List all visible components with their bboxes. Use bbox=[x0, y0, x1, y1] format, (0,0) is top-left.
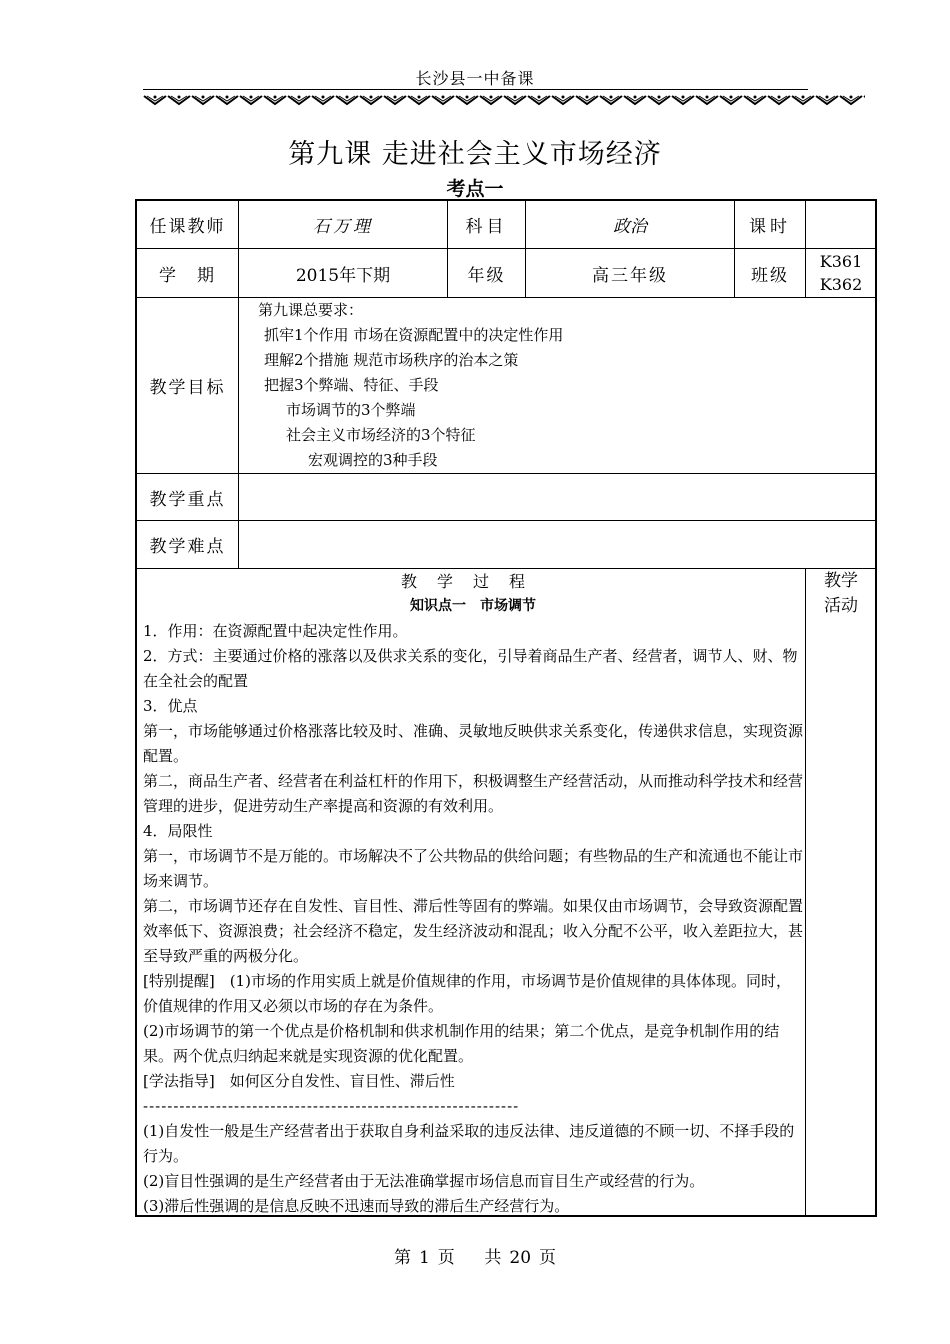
class-label: 班级 bbox=[751, 265, 789, 286]
footer-total-unit: 页 bbox=[539, 1248, 557, 1268]
header-rule bbox=[143, 89, 808, 90]
term-value: 2015年下期 bbox=[295, 265, 391, 286]
focus-label: 教学重点 bbox=[149, 489, 226, 510]
table-row-divider bbox=[136, 473, 877, 474]
hours-value bbox=[806, 200, 876, 248]
footer-total-prefix: 共 bbox=[484, 1248, 502, 1268]
activity-column-label bbox=[809, 569, 873, 619]
teaching-process bbox=[143, 569, 803, 1219]
dashed-separator: -------------------------------------------------------------- bbox=[143, 1097, 520, 1115]
difficulty-label: 教学难点 bbox=[149, 537, 226, 557]
table-row-divider bbox=[136, 520, 877, 521]
process-paragraph: (3)滞后性强调的是信息反映不迅速而导致的滞后生产经营行为。 bbox=[143, 1197, 570, 1215]
term-label: 学 期 bbox=[159, 265, 216, 286]
class-value-k362: K362 bbox=[819, 275, 863, 294]
goals-content bbox=[250, 298, 563, 473]
footer-page-number: 1 bbox=[418, 1248, 430, 1268]
hours-label: 课时 bbox=[749, 216, 791, 237]
process-paragraph: 第二，市场调节还存在自发性、盲目性、滞后性等固有的弊端。如果仅由市场调节，会导致资源配置效率低下、资源浪费；社会经济不稳定，发生经济波动和混乱；收入分配不公平，收入差距拉大，甚至导致严重的两极分化。 bbox=[143, 897, 804, 965]
process-heading: 教学过程 bbox=[400, 572, 545, 591]
document-title: 第九课 走进社会主义市场经济 bbox=[288, 139, 662, 170]
knowledge-point-title: 知识点一 市场调节 bbox=[410, 598, 536, 614]
goals-line: 市场调节的3个弊端 bbox=[286, 401, 416, 419]
goals-line: 第九课总要求： bbox=[258, 301, 364, 319]
goals-line: 理解2个措施 规范市场秩序的治本之策 bbox=[264, 351, 519, 369]
process-paragraph: 第一，市场能够通过价格涨落比较及时、准确、灵敏地反映供求关系变化，传递供求信息，实现资源配置。 bbox=[143, 722, 804, 765]
teacher-label: 任课教师 bbox=[149, 216, 226, 237]
goals-line: 抓牢1个作用 市场在资源配置中的决定性作用 bbox=[264, 326, 564, 344]
process-paragraph: (2)盲目性强调的是生产经营者由于无法准确掌握市场信息而盲目生产或经营的行为。 bbox=[143, 1172, 705, 1190]
footer-total-pages: 20 bbox=[509, 1248, 532, 1268]
process-paragraph: 3．优点 bbox=[143, 697, 198, 715]
header-ornament-border bbox=[143, 94, 865, 106]
grade-label: 年级 bbox=[467, 265, 506, 286]
process-paragraph: 第一，市场调节不是万能的。市场解决不了公共物品的供给问题；有些物品的生产和流通也不能让市场来调节。 bbox=[143, 847, 804, 890]
subject-label: 科目 bbox=[465, 216, 508, 237]
goals-line: 把握3个弊端、特征、手段 bbox=[264, 376, 439, 394]
process-paragraph: 1．作用：在资源配置中起决定性作用。 bbox=[143, 622, 408, 640]
process-paragraph: 4．局限性 bbox=[143, 822, 213, 840]
process-paragraph: [学法指导] 如何区分自发性、盲目性、滞后性 bbox=[143, 1072, 455, 1090]
class-value-k361: K361 bbox=[819, 252, 863, 271]
teacher-value: 石万理 bbox=[313, 216, 373, 237]
goals-line: 宏观调控的3种手段 bbox=[308, 451, 438, 469]
footer-prefix: 第 bbox=[393, 1248, 411, 1268]
page-footer bbox=[0, 1243, 950, 1268]
activity-label-line: 教学 bbox=[824, 571, 858, 591]
table-column-divider bbox=[805, 568, 806, 1216]
process-paragraph: (1)自发性一般是生产经营者出于获取自身利益采取的违反法律、违反道德的不顾一切、不择手段的行为。 bbox=[143, 1122, 795, 1165]
process-paragraph: (2)市场调节的第一个优点是价格机制和供求机制作用的结果；第二个优点，是竞争机制作用的结果。两个优点归纳起来就是实现资源的优化配置。 bbox=[143, 1022, 780, 1065]
process-paragraph: 第二，商品生产者、经营者在利益杠杆的作用下，积极调整生产经营活动，从而推动科学技术和经营管理的进步，促进劳动生产率提高和资源的有效利用。 bbox=[143, 772, 804, 815]
process-paragraph: 2．方式：主要通过价格的涨落以及供求关系的变化，引导着商品生产者、经营者，调节人、财、物在全社会的配置 bbox=[143, 647, 798, 690]
document-subtitle: 考点一 bbox=[446, 178, 504, 200]
grade-value: 高三年级 bbox=[592, 265, 668, 286]
process-paragraph: [特别提醒] (1)市场的作用实质上就是价值规律的作用，市场调节是价值规律的具体体现。同时，价值规律的作用又必须以市场的存在为条件。 bbox=[143, 972, 791, 1015]
footer-page-unit: 页 bbox=[437, 1248, 455, 1268]
activity-label-line: 活动 bbox=[824, 596, 858, 616]
goals-line: 社会主义市场经济的3个特征 bbox=[286, 426, 476, 444]
header-school-name: 长沙县一中备课 bbox=[415, 69, 535, 88]
class-value bbox=[806, 249, 876, 297]
subject-value: 政治 bbox=[613, 216, 647, 237]
goals-label: 教学目标 bbox=[149, 378, 226, 398]
